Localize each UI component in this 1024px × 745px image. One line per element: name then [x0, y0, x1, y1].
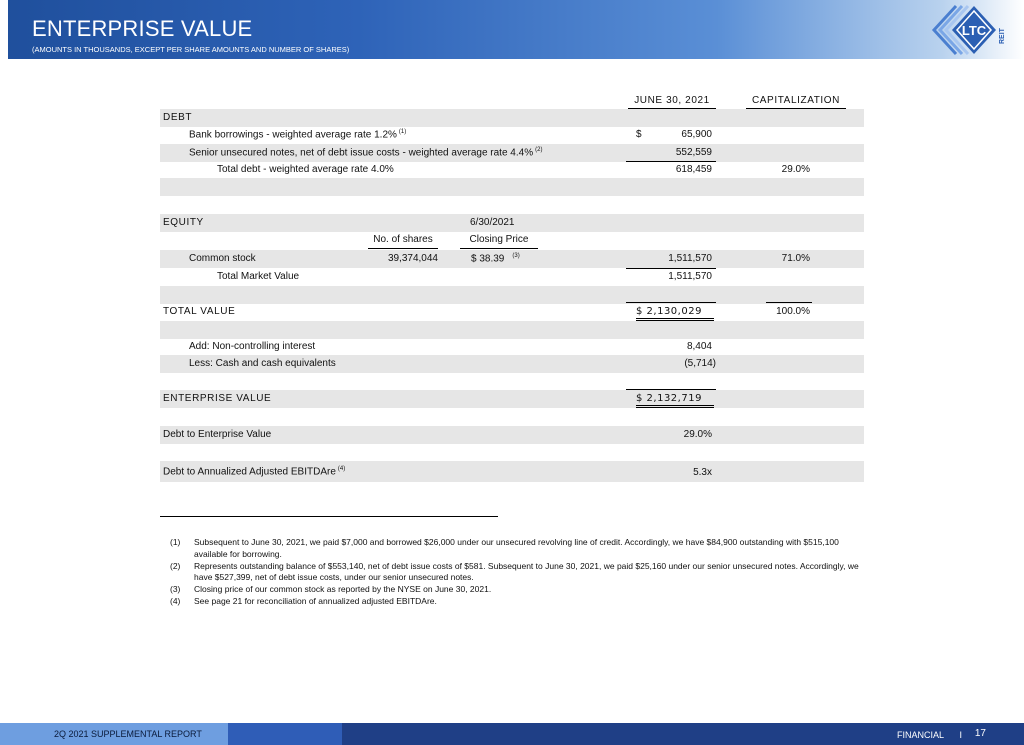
footnote-text: See page 21 for reconciliation of annualized adjusted EBITDAre. [194, 595, 437, 606]
footnote-number: (1) [170, 537, 181, 547]
total-market-row [160, 268, 864, 286]
total-value-label: TOTAL VALUE [163, 306, 236, 317]
debt-to-ebitda-value: 5.3x [693, 467, 712, 478]
report-name: 2Q 2021 SUPPLEMENTAL REPORT [54, 729, 202, 739]
bank-currency: $ [636, 129, 642, 140]
section-name: FINANCIAL [896, 730, 944, 740]
footnote-item [170, 596, 860, 608]
enterprise-value-row [160, 390, 864, 408]
common-stock-cap: 71.0% [781, 253, 810, 264]
bank-borrowings-row [160, 126, 864, 144]
equity-date-header: 6/30/2021 [470, 217, 515, 228]
footnote-ref-4: (4) [337, 466, 346, 472]
footnote-ref-3: (3) [512, 253, 520, 259]
senior-notes-label: Senior unsecured notes, net of debt issue costs - weighted average rate 4.4% $^{(2)}$ [189, 147, 543, 159]
debt-to-ev-label: Debt to Enterprise Value [163, 429, 272, 440]
page-subtitle: (AMOUNTS IN THOUSANDS, EXCEPT PER SHARE AMOUNTS AND NUMBER OF SHARES) [32, 45, 350, 54]
footnote-item [170, 584, 860, 596]
debt-to-ebitda-label: Debt to Annualized Adjusted EBITDAre $^{(4)}$ [163, 466, 346, 478]
total-debt-label: Total debt - weighted average rate 4.0% [217, 164, 394, 175]
total-value-amount: $ 2,130,029 [636, 306, 714, 321]
footnote-text: Subsequent to June 30, 2021, we paid $7,000 and borrowed $26,000 under our unsecured revolving line of credit. Accordingly, we have $84,900 outstanding with $515,100 available for borrowing. [194, 537, 839, 559]
header-banner [0, 0, 1024, 59]
total-market-value: 1,511,570 [668, 271, 712, 282]
ltc-reit-logo [930, 4, 1024, 64]
cash-value: (5,714) [684, 358, 716, 369]
non-controlling-row [160, 338, 864, 356]
spacer-row [160, 321, 864, 339]
common-stock-row [160, 250, 864, 268]
common-stock-value: 1,511,570 [668, 253, 712, 264]
total-market-label: Total Market Value [217, 271, 300, 282]
enterprise-value-label: ENTERPRISE VALUE [163, 393, 272, 404]
closing-price-value: $ 38.39 $^{(3)}$ [471, 253, 520, 265]
debt-header-row [160, 109, 864, 127]
footer-bar [0, 723, 1024, 745]
senior-notes-row [160, 144, 864, 162]
column-header-row [160, 88, 864, 106]
equity-header-row [160, 214, 864, 232]
debt-to-ev-row [160, 426, 864, 444]
page-number: 17 [974, 728, 986, 739]
equity-label: EQUITY [163, 217, 204, 228]
footnote-divider [160, 516, 498, 517]
shares-header: No. of shares [368, 234, 438, 249]
enterprise-value-amount: $ 2,132,719 [636, 393, 714, 408]
equity-subheader-row [160, 231, 864, 249]
common-stock-label: Common stock [189, 253, 256, 264]
footnote-ref-2: (2) [535, 147, 543, 153]
total-debt-row [160, 161, 864, 179]
page-title: ENTERPRISE VALUE [32, 16, 253, 41]
header-edge [0, 0, 8, 59]
footnotes [170, 537, 860, 608]
footnote-number: (3) [170, 584, 181, 595]
footnote-ref-1: (1) [398, 129, 407, 135]
senior-notes-value: 552,559 [675, 147, 712, 158]
price-header: Closing Price [460, 234, 538, 249]
total-value-cap: 100.0% [776, 306, 810, 317]
total-debt-value: 618,459 [675, 164, 712, 175]
footer-separator: I [959, 730, 962, 740]
spacer-row [160, 178, 864, 196]
debt-to-ev-value: 29.0% [683, 429, 712, 440]
logo-text: LTC [961, 23, 987, 38]
logo-subtext: REIT [999, 28, 1006, 44]
bank-borrowings-label: Bank borrowings - weighted average rate 1.2% $^{(1)}$ [189, 129, 407, 141]
debt-to-ebitda-row [160, 461, 864, 482]
footer-accent [228, 723, 342, 745]
footnote-number: (4) [170, 595, 181, 606]
non-controlling-value: 8,404 [686, 341, 712, 352]
footnote-number: (2) [170, 560, 181, 571]
footnote-text: Represents outstanding balance of $553,140, net of debt issue costs of $581. Subsequent to June 30, 2021, we paid $25,160 under our senior unsecured notes. Accordingly, we have $527,399, net of debt issue costs, under our senior unsecured notes. [194, 560, 859, 583]
footnote-text: Closing price of our common stock as reported by the NYSE on June 30, 2021. [194, 584, 492, 595]
debt-label: DEBT [163, 112, 193, 123]
cash-label: Less: Cash and cash equivalents [189, 358, 336, 369]
bank-borrowings-value: 65,900 [681, 129, 712, 140]
total-debt-cap: 29.0% [781, 164, 810, 175]
total-value-row [160, 303, 864, 321]
footnote-item [170, 561, 860, 585]
non-controlling-label: Add: Non-controlling interest [189, 341, 316, 352]
spacer-row [160, 408, 864, 426]
column-date: JUNE 30, 2021 [628, 95, 716, 109]
spacer-row [160, 286, 864, 304]
cash-row [160, 355, 864, 373]
footnote-item [170, 537, 860, 561]
column-capitalization: CAPITALIZATION [746, 95, 846, 109]
shares-value: 39,374,044 [387, 253, 438, 264]
